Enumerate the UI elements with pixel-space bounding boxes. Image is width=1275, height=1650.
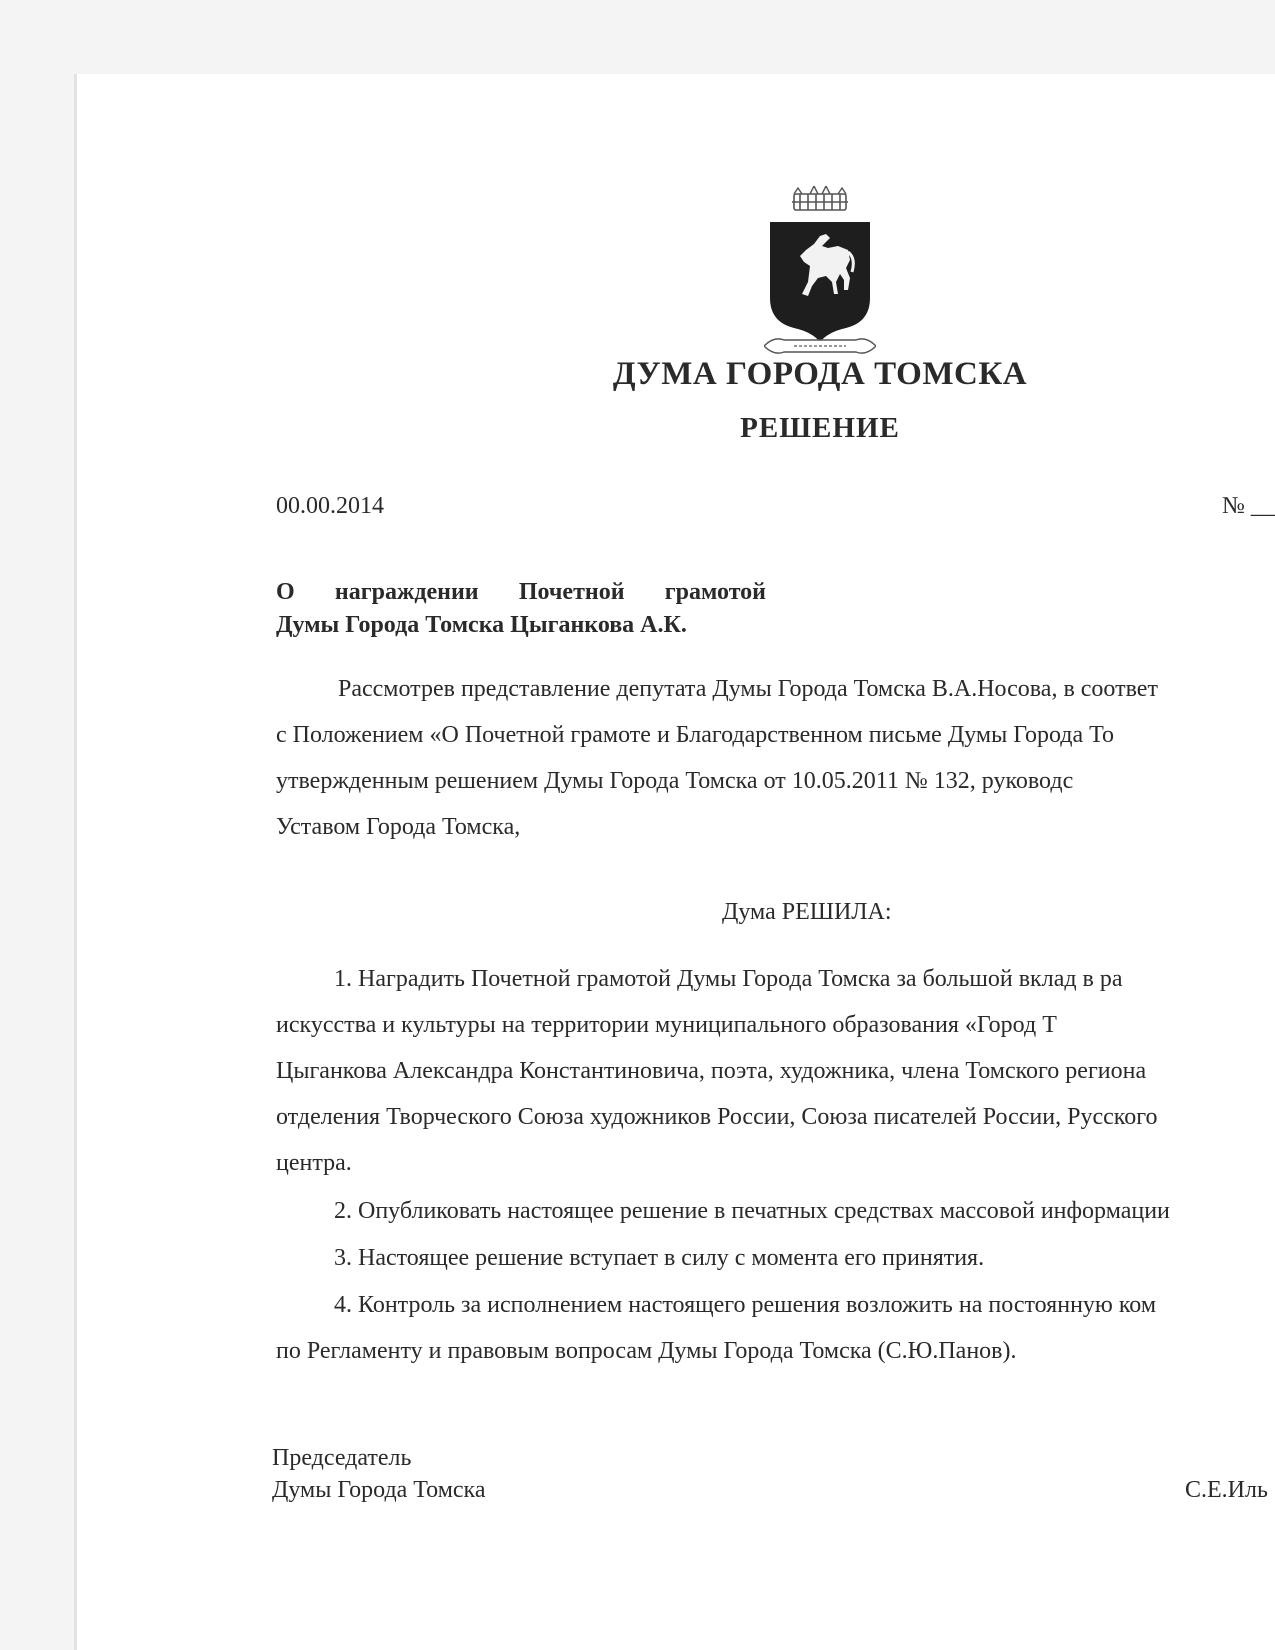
document-subject [276, 576, 766, 642]
item-4-line: по Регламенту и правовым вопросам Думы Города Томска (С.Ю.Панов). [276, 1338, 1017, 1364]
item-1-line: 1. Наградить Почетной грамотой Думы Города Томска за большой вклад в ра [334, 966, 1123, 992]
item-4-line: 4. Контроль за исполнением настоящего решения возложить на постоянную ком [334, 1292, 1157, 1318]
signatory-title [272, 1442, 486, 1506]
item-1-line: отделения Творческого Союза художников России, Союза писателей России, Русского [276, 1104, 1158, 1130]
preamble-line: с Положением «О Почетной грамоте и Благодарственном письме Думы Города То [276, 722, 1114, 748]
signatory-name: С.Е.Иль [1185, 1477, 1268, 1503]
signatory-title-line: Председатель [272, 1445, 412, 1471]
item-1-line: Цыганкова Александра Константиновича, поэта, художника, члена Томского региона [276, 1058, 1147, 1084]
preamble-line: Уставом Города Томска, [276, 814, 521, 840]
document-number: № __ [1222, 493, 1275, 519]
document-type-heading: РЕШЕНИЕ [740, 412, 900, 444]
signatory-title-line: Думы Города Томска [272, 1477, 486, 1503]
tomsk-coat-of-arms-icon [764, 186, 876, 358]
resolved-heading: Дума РЕШИЛА: [722, 899, 892, 925]
item-1-line: центра. [276, 1150, 352, 1176]
item-3: 3. Настоящее решение вступает в силу с момента его принятия. [334, 1245, 985, 1271]
item-2: 2. Опубликовать настоящее решение в печатных средствах массовой информации [334, 1198, 1170, 1224]
preamble-line: Рассмотрев представление депутата Думы Города Томска В.А.Носова, в соответ [338, 676, 1158, 702]
subject-line: Думы Города Томска Цыганкова А.К. [276, 612, 687, 638]
item-1-line: искусства и культуры на территории муниципального образования «Город Т [276, 1012, 1057, 1038]
document-date: 00.00.2014 [276, 493, 384, 519]
org-title: ДУМА ГОРОДА ТОМСКА [612, 356, 1028, 392]
preamble-line: утвержденным решением Думы Города Томска от 10.05.2011 № 132, руководс [276, 768, 1074, 794]
subject-line: О награждении Почетной грамотой [276, 579, 766, 605]
